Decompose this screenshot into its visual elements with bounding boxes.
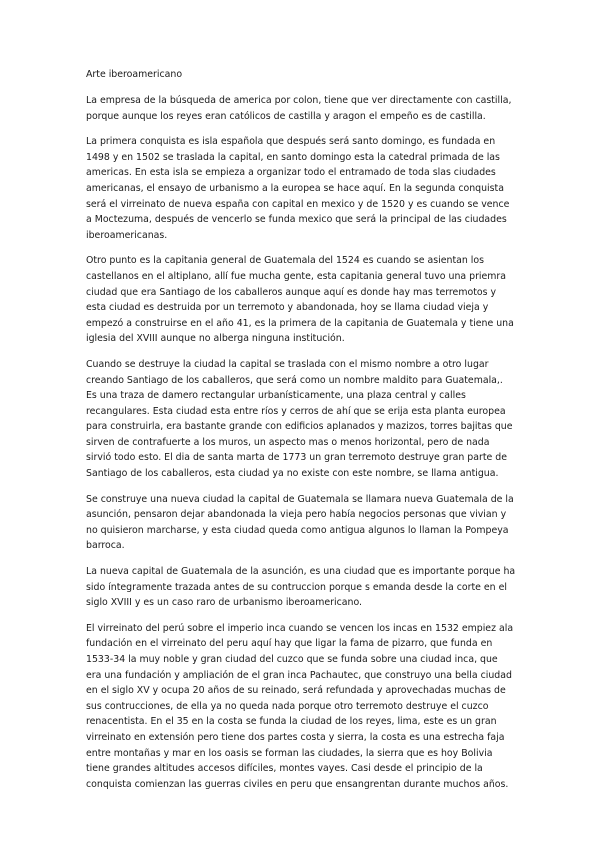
paragraph-5: Se construye una nueva ciudad la capital de Guatemala se llamara nueva Guatemala de la asunción, pensaron dejar abandonada la vieja pero había negocios personas que vivian y no quisieron marcharse, y esta ciudad queda como antigua algunos lo llaman la Pompeya barroca. (86, 493, 514, 552)
paragraph-1: La empresa de la búsqueda de america por colon, tiene que ver directamente con castilla, porque aunque los reyes eran católicos de castilla y aragon el empeño es de castilla. (86, 95, 512, 122)
paragraph-2: La primera conquista es isla española que después será santo domingo, es fundada en 1498 y en 1502 se traslada la capital, en santo domingo esta la catedral primada de las americas. En esta isla se empieza a organizar todo el entramado de toda slas ciudades americanas, el ensayo de urbanismo a la europea se hace aquí. En la segunda conquista será el virreinato de nueva españa con capital en mexico y de 1520 y es cuando se vence a Moctezuma, después de vencerlo se funda mexico que será la principal de las ciudades iberoamericanas. (86, 136, 510, 241)
paragraph-6: La nueva capital de Guatemala de la asunción, es una ciudad que es importante porque ha sido íntegramente trazada antes de su contruccion porque s emanda desde la corte en el siglo XVIII y es un caso raro de urbanismo iberoamericano. (86, 566, 516, 609)
paragraph-4: Cuando se destruye la ciudad la capital se traslada con el mismo nombre a otro lugar creando Santiago de los caballeros, que será como un nombre maldito para Guatemala,. Es una traza de damero rectangular urbanísticamente, una plaza central y calles recangulares. Esta ciudad esta entre ríos y cerros de ahí que se erija esta planta europea para construirla, era bastante grande con edificios aplanados y mazizos, torres bajitas que sirven de contrafuerte a los muros, un aspecto mas o menos horizontal, pero de nada sirvió todo esto. El dia de santa marta de 1773 un gran terremoto destruye gran parte de Santiago de los caballeros, esta ciudad ya no existe con este nombre, se llama antigua. (86, 358, 513, 480)
paragraph-7: El virreinato del perú sobre el imperio inca cuando se vencen los incas en 1532 empiez ala fundación en el virreinato del peru aquí hay que ligar la fama de pizarro, que funda en 1533-34 la muy noble y gran ciudad del cuzco que se funda sobre una ciudad inca, que era una fundación y ampliación de el gran inca Pachautec, que construyo una bella ciudad en el siglo XV y ocupa 20 años de su reinado, será refundada y aprovechadas muchas de sus contrucciones, de ella ya no queda nada porque otro terremoto destruye el cuzco renacentista. En el 35 en la costa se funda la ciudad de los reyes, lima, este es un gran virreinato en extensión pero tiene dos partes costa y sierra, la costa es una estrecha faja entre montañas y mar en los oasis se forman las ciudades, la sierra que es hoy Bolivia tiene grandes altitudes accesos difíciles, montes vayes. Casi desde el principio de la conquista comienzan las guerras civiles en peru que ensangrentan durante muchos años. (86, 622, 514, 790)
paragraph-3: Otro punto es la capitania general de Guatemala del 1524 es cuando se asientan los castellanos en el altiplano, allí fue mucha gente, esta capitania general tuvo una priemra ciudad que era Santiago de los caballeros aunque aquí es donde hay mas terremotos y esta ciudad es destruida por un terremoto y abandonada, hoy se llama ciudad vieja y empezó a construirse en el año 41, es la primera de la capitania de Guatemala y tiene una iglesia del XVIII aunque no alberga ninguna institución. (86, 255, 514, 345)
document-title: Arte iberoamericano (86, 69, 183, 80)
